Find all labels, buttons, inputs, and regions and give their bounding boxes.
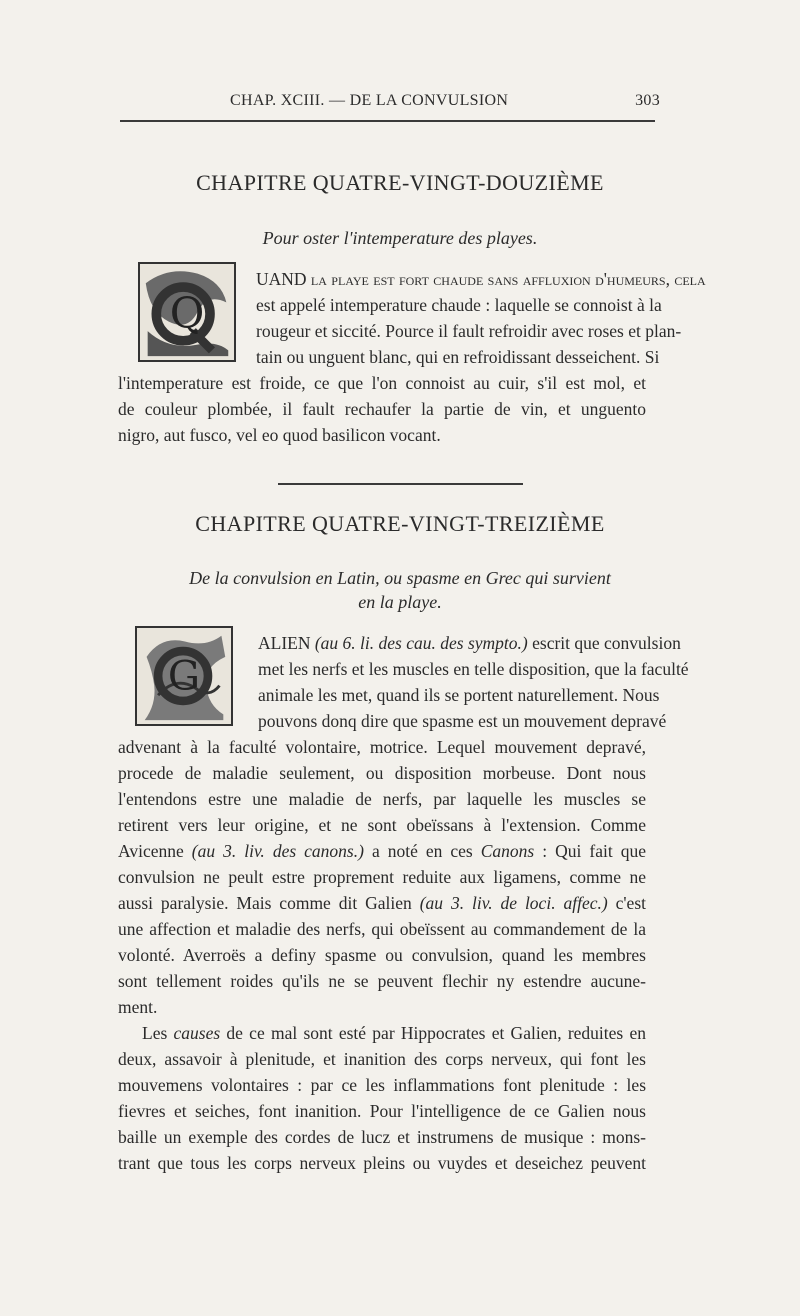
text-line: trant que tous les corps nerveux pleins ou vuydes et deseichez peuvent [118, 1153, 646, 1173]
header-rule [120, 120, 655, 122]
text-line: animale les met, quand ils se portent naturellement. Nous [258, 685, 660, 705]
text-line: UAND la playe est fort chaude sans affluxion d'humeurs, cela [256, 269, 706, 289]
chapter-title-92: CHAPITRE QUATRE-VINGT-DOUZIÈME [196, 170, 604, 195]
text-line: rougeur et siccité. Pource il fault refroidir avec roses et plan- [256, 321, 682, 341]
text-line: retirent vers leur origine, et ne sont obeïssans à l'extension. Comme [118, 815, 646, 835]
text-line: ALIEN (au 6. li. des cau. des sympto.) escrit que convulsion [258, 633, 681, 653]
subtitle-line: en la playe. [358, 592, 442, 612]
text-line: mouvemens volontaires : par ce les inflammations font plenitude : les [118, 1075, 646, 1095]
chapter-subtitle-92: Pour oster l'intemperature des playes. [262, 228, 538, 248]
subtitle-line: De la convulsion en Latin, ou spasme en Grec qui survient [189, 568, 611, 588]
chapter-title-93: CHAPITRE QUATRE-VINGT-TREIZIÈME [195, 511, 605, 536]
text-line: de couleur plombée, il fault rechaufer la partie de vin, et unguento [118, 399, 646, 419]
text-line: convulsion ne peult estre proprement reduite aux ligamens, comme ne [118, 867, 646, 887]
text-line: pouvons donq dire que spasme est un mouvement depravé [258, 711, 667, 731]
text-line: Les causes de ce mal sont esté par Hippocrates et Galien, reduites en [142, 1023, 646, 1043]
text-line: une affection et maladie des nerfs, qui obeïssent au commandement de la [118, 919, 646, 939]
svg-text:G: G [167, 653, 201, 700]
text-line: nigro, aut fusco, vel eo quod basilicon vocant. [118, 425, 441, 445]
text-line: volonté. Averroës a definy spasme ou convulsion, quand les membres [118, 945, 646, 965]
running-title: CHAP. XCIII. — DE LA CONVULSION [230, 92, 509, 109]
text-line: deux, assavoir à plenitude, et inanition des corps nerveux, qui font les [118, 1049, 646, 1069]
chapter-93-text [118, 630, 689, 1176]
text-line: ment. [118, 997, 158, 1017]
text-line: baille un exemple des cordes de lucz et instrumens de musique : mons- [118, 1127, 646, 1147]
text-line: l'entendons estre une maladie de nerfs, par laquelle les muscles se [118, 789, 646, 809]
text-line: procede de maladie seulement, ou disposition morbeuse. Dont nous [118, 763, 646, 783]
section-rule [278, 483, 523, 485]
chapter-subtitle-93 [140, 566, 660, 614]
page-number: 303 [635, 92, 660, 109]
text-line: met les nerfs et les muscles en telle disposition, que la faculté [258, 659, 689, 679]
text-line: Avicenne (au 3. liv. des canons.) a noté en ces Canons : Qui fait que [118, 841, 646, 861]
text-line: advenant à la faculté volontaire, motrice. Lequel mouvement depravé, [118, 737, 646, 757]
text-line: fievres et seiches, font inanition. Pour l'intelligence de ce Galien nous [118, 1101, 646, 1121]
text-line: sont tellement roides qu'ils ne se peuvent flechir ny estendre aucune- [118, 971, 646, 991]
text-line: tain ou unguent blanc, qui en refroidissant desseichent. Si [256, 347, 660, 367]
svg-text:Q: Q [169, 288, 205, 338]
chapter-92-text [118, 266, 706, 448]
text-line: est appelé intemperature chaude : laquelle se connoist à la [256, 295, 662, 315]
text-line: l'intemperature est froide, ce que l'on connoist au cuir, s'il est mol, et [118, 373, 646, 393]
text-line: aussi paralysie. Mais comme dit Galien (au 3. liv. de loci. affec.) c'est [118, 893, 646, 913]
